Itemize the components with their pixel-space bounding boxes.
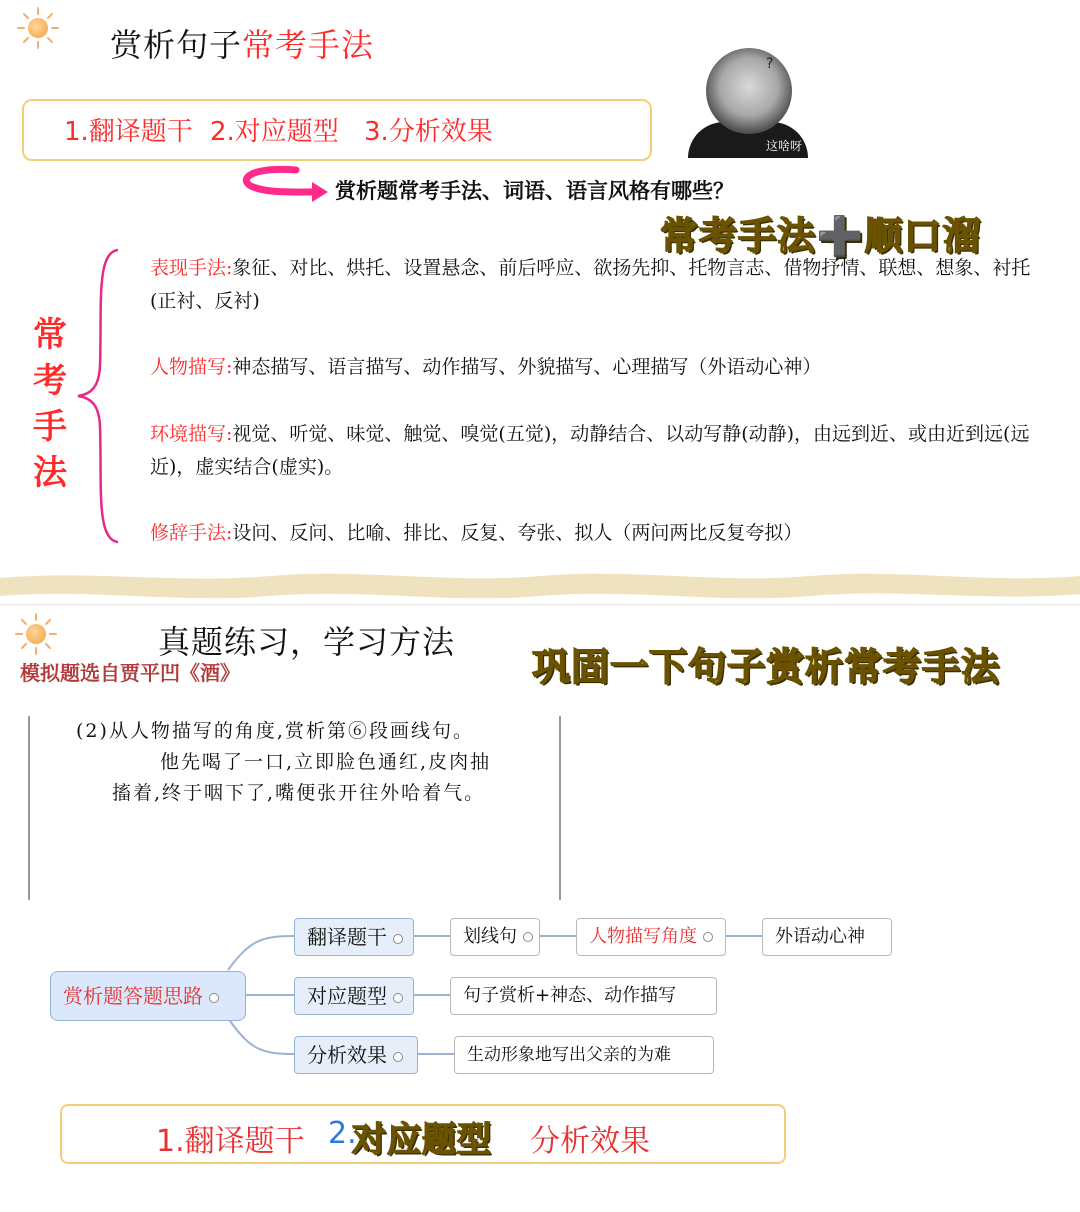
sun-icon	[16, 6, 60, 50]
mindmap-root[interactable]	[50, 971, 246, 1021]
meme-question-mark: ?	[766, 56, 774, 72]
mindmap-branch-effect[interactable]	[294, 1036, 418, 1074]
steps-box	[22, 99, 652, 161]
collapse-icon[interactable]	[393, 1052, 403, 1062]
vertical-char: 手	[33, 407, 67, 447]
title-red: 常考手法	[242, 26, 375, 64]
mindmap-branch-type[interactable]	[294, 977, 414, 1015]
vertical-char: 常	[33, 315, 67, 355]
method-item	[150, 517, 1040, 550]
step-2: 2.对应题型	[210, 117, 339, 147]
branch-label: 对应题型	[307, 984, 387, 1008]
mindmap-leaf[interactable]	[450, 918, 540, 956]
mindmap-branch-translate[interactable]	[294, 918, 414, 956]
method-label: 表现手法:	[150, 257, 233, 279]
method-text: 象征、对比、烘托、设置悬念、前后呼应、欲扬先抑、托物言志、借物抒情、联想、想象、衬托(正衬、反衬)	[150, 257, 1031, 312]
collapse-icon[interactable]	[393, 934, 403, 944]
method-label: 人物描写:	[150, 356, 233, 378]
passage-line: 他先喝了一口,立即脸色通红,皮肉抽	[160, 751, 492, 773]
passage-line: (2)从人物描写的角度,赏析第⑥段画线句。	[76, 720, 474, 742]
vertical-char: 法	[33, 453, 67, 493]
method-item	[150, 252, 1040, 318]
meme-caption: 这啥呀	[765, 139, 802, 153]
mindmap-leaf[interactable]	[450, 977, 717, 1015]
summary-overlay-sticker: 对应题型	[352, 1120, 492, 1160]
brace-icon	[74, 246, 124, 546]
branch-label: 分析效果	[307, 1043, 387, 1067]
summary-box	[60, 1104, 786, 1164]
collapse-icon[interactable]	[393, 993, 403, 1003]
method-text: 视觉、听觉、味觉、触觉、嗅觉(五觉)，动静结合、以动写静(动静)，由远到近、或由近到远(远近)，虚实结合(虚实)。	[150, 423, 1030, 478]
question-text: 赏析题常考手法、词语、语言风格有哪些？	[335, 178, 734, 203]
page-title	[110, 20, 374, 66]
mindmap-leaf[interactable]	[454, 1036, 714, 1074]
method-text: 神态描写、语言描写、动作描写、外貌描写、心理描写（外语动心神）	[232, 356, 822, 378]
collapse-icon[interactable]	[209, 993, 219, 1003]
vertical-label	[30, 312, 70, 496]
passage-right-rule	[559, 716, 561, 900]
mindmap-leaf[interactable]	[762, 918, 892, 956]
method-label: 修辞手法:	[150, 522, 233, 544]
source-note: 模拟题选自贾平凹《酒》	[20, 661, 240, 685]
sticker-methods-rhyme: 常考手法➕顺口溜	[660, 214, 982, 258]
mindmap-leaf[interactable]	[576, 918, 726, 956]
meme-image	[688, 34, 808, 158]
summary-step-2-number: 2.	[328, 1116, 357, 1151]
leaf-label: 外语动心神	[775, 926, 865, 947]
vertical-char: 考	[33, 361, 67, 401]
mindmap-root-label: 赏析题答题思路	[63, 984, 203, 1008]
passage-left-rule	[28, 716, 30, 900]
collapse-icon[interactable]	[523, 932, 533, 942]
section-divider-line	[0, 604, 1080, 605]
method-text: 设问、反问、比喻、排比、反复、夸张、拟人（两问两比反复夸拟）	[232, 522, 803, 544]
leaf-label: 划线句	[463, 926, 517, 947]
method-item	[150, 351, 1040, 384]
sticker-consolidate: 巩固一下句子赏析常考手法	[532, 645, 1001, 689]
wave-divider	[0, 568, 1080, 608]
title-black: 赏析句子	[110, 26, 243, 64]
passage-line: 搐着,终于咽下了,嘴便张开往外哈着气。	[112, 782, 486, 804]
sun-icon	[14, 612, 58, 656]
section-title: 真题练习，学习方法	[158, 623, 456, 661]
question-passage	[76, 716, 546, 809]
branch-label: 翻译题干	[307, 925, 387, 949]
curved-arrow-icon	[236, 162, 332, 206]
summary-step-1: 1.翻译题干	[156, 1124, 305, 1159]
method-label: 环境描写:	[150, 423, 233, 445]
method-item	[150, 418, 1040, 484]
collapse-icon[interactable]	[703, 932, 713, 942]
step-3: 3.分析效果	[364, 117, 493, 147]
leaf-label: 生动形象地写出父亲的为难	[467, 1045, 671, 1065]
summary-step-3: 分析效果	[530, 1124, 650, 1159]
leaf-label: 人物描写角度	[589, 926, 697, 947]
leaf-label: 句子赏析+神态、动作描写	[463, 985, 677, 1006]
step-1: 1.翻译题干	[64, 117, 193, 147]
